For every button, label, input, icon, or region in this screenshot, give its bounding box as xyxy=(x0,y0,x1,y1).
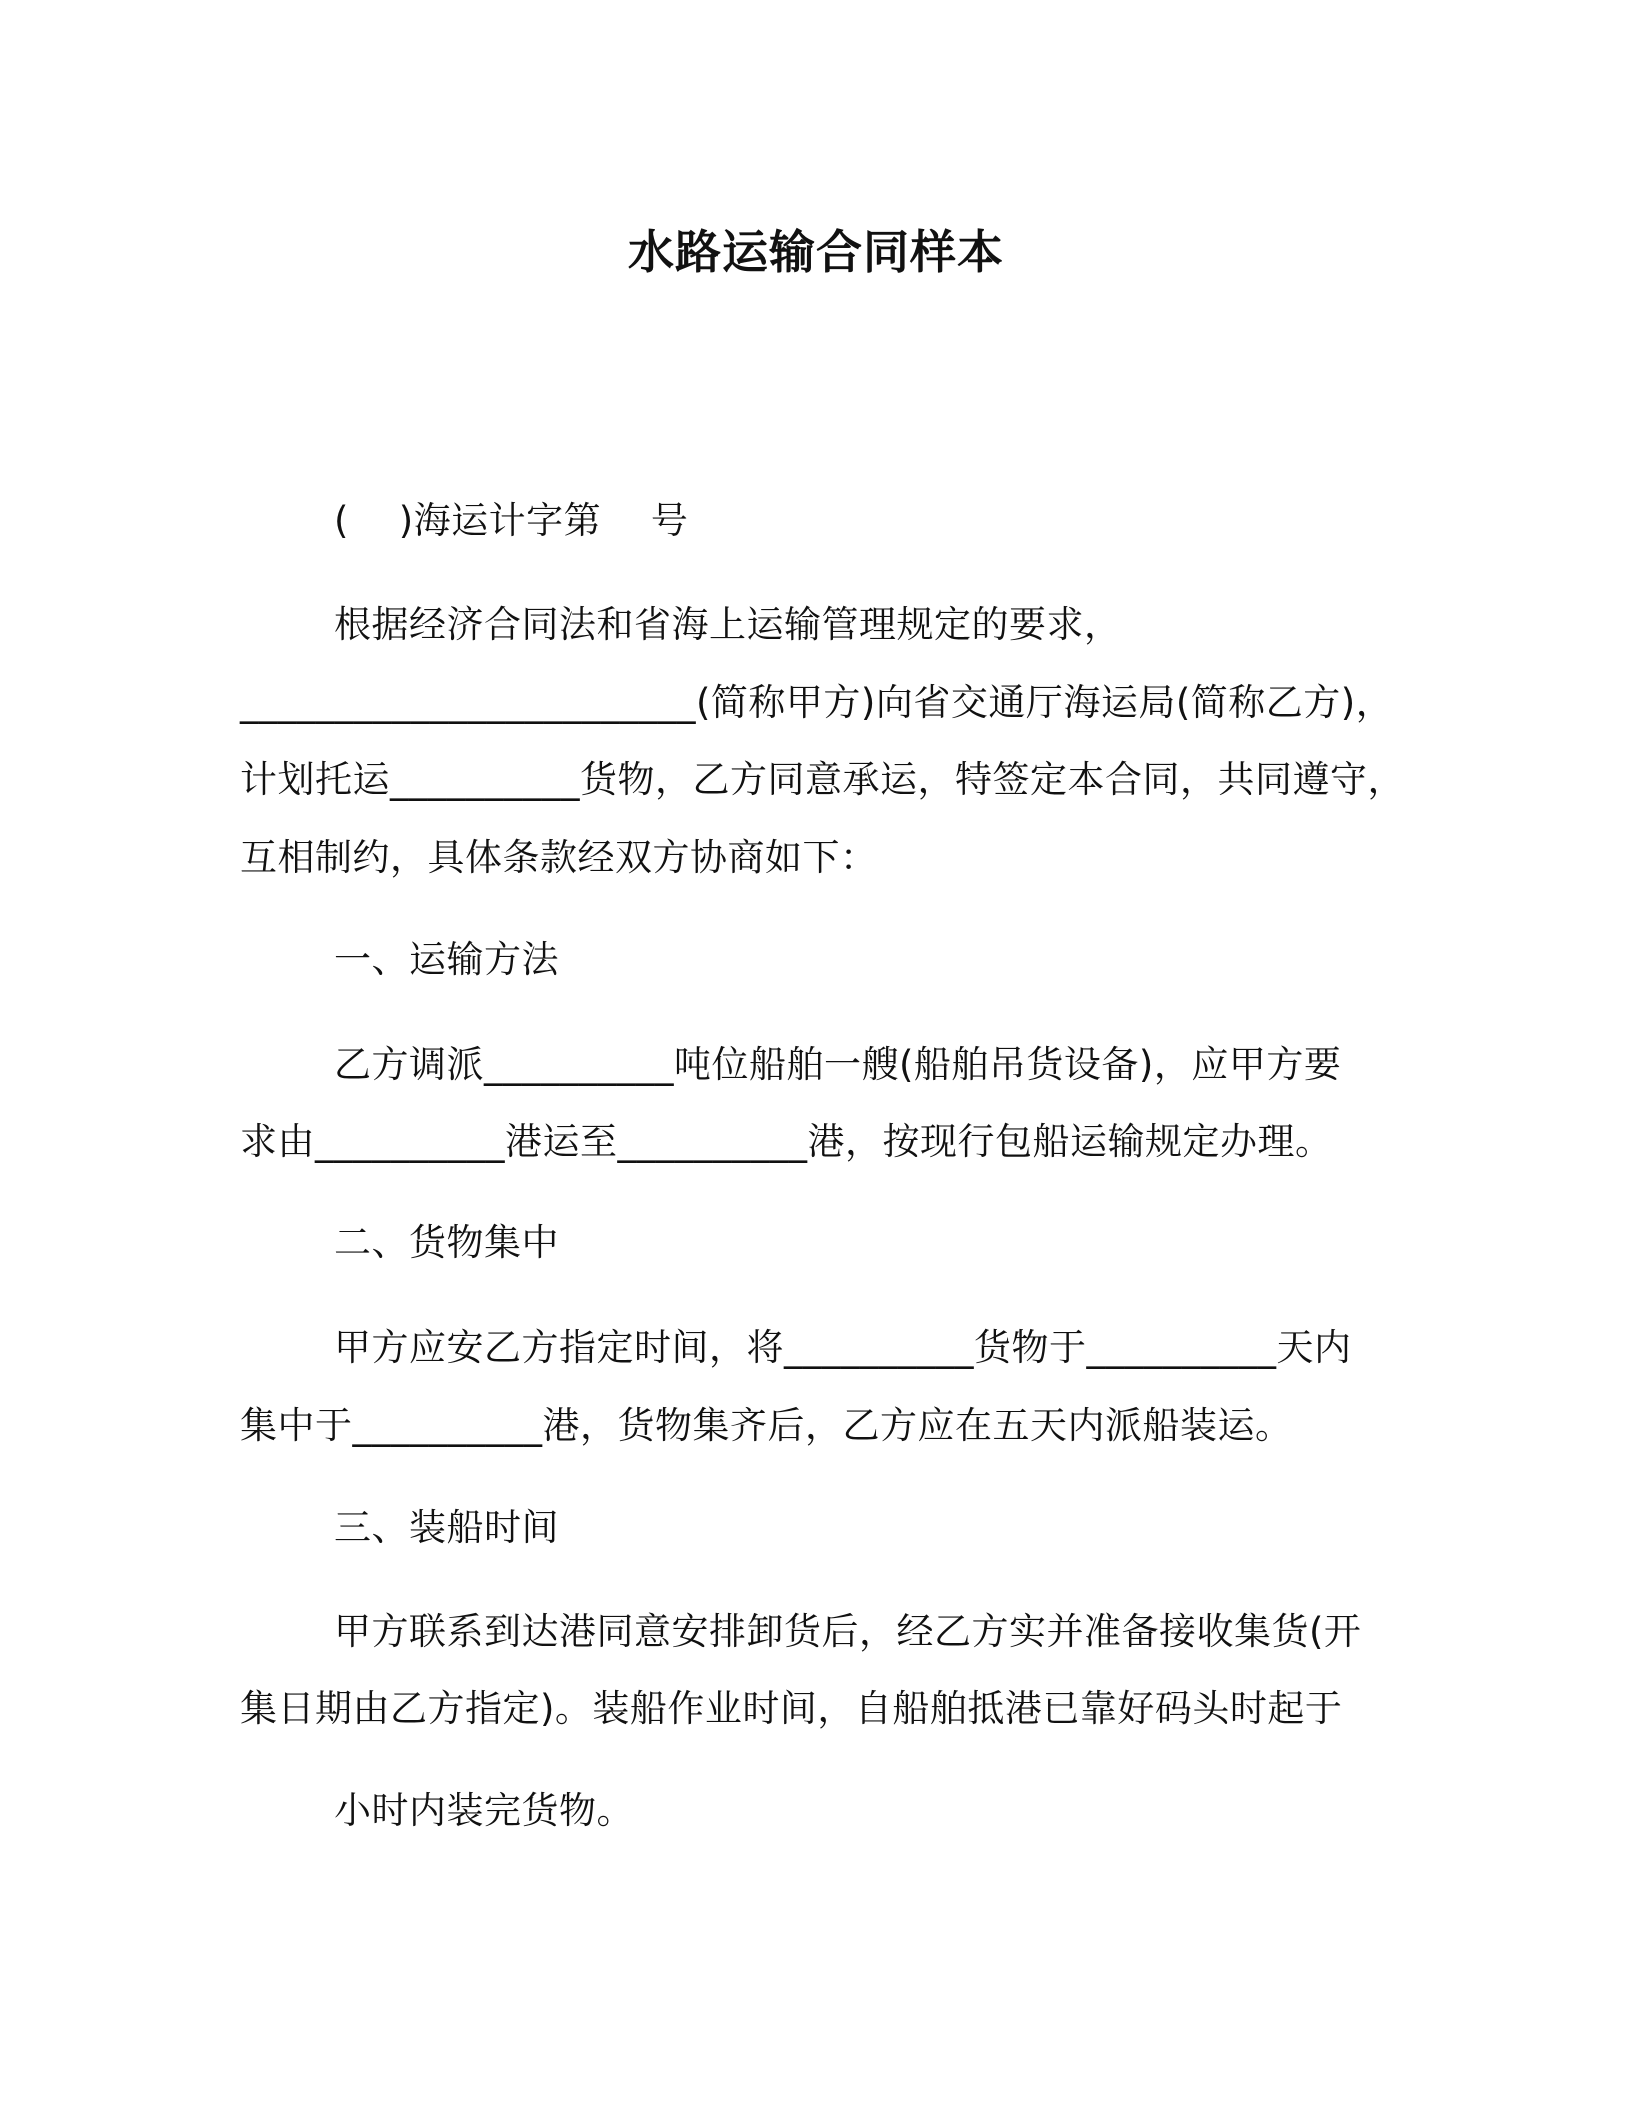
section-2-line-1: 甲方应安乙方指定时间，将__________货物于__________天内 xyxy=(334,1326,1352,1369)
section-1-heading: 一、运输方法 xyxy=(334,938,559,981)
section-2-line-2: 集中于__________港，货物集齐后，乙方应在五天内派船装运。 xyxy=(240,1404,1293,1447)
section-3-line-2: 集日期由乙方指定)。装船作业时间，自船舶抵港已靠好码头时起于 xyxy=(240,1687,1343,1730)
document-title: 水路运输合同样本 xyxy=(628,225,1004,279)
contract-number: ( )海运计字第 号 xyxy=(334,499,689,542)
section-3-line-3: 小时内装完货物。 xyxy=(334,1789,634,1832)
intro-line-3: 计划托运__________货物，乙方同意承运，特签定本合同，共同遵守， xyxy=(240,758,1405,801)
section-3-line-1: 甲方联系到达港同意安排卸货后，经乙方实并准备接收集货(开 xyxy=(334,1610,1362,1653)
intro-line-4: 互相制约，具体条款经双方协商如下： xyxy=(240,836,878,879)
section-3-heading: 三、装船时间 xyxy=(334,1506,559,1549)
section-1-line-2: 求由__________港运至__________港，按现行包船运输规定办理。 xyxy=(240,1120,1333,1163)
section-2-heading: 二、货物集中 xyxy=(334,1221,559,1264)
intro-line-2: ________________________(简称甲方)向省交通厅海运局(简称乙方)， xyxy=(240,681,1394,724)
intro-line-1: 根据经济合同法和省海上运输管理规定的要求， xyxy=(334,603,1122,646)
section-1-line-1: 乙方调派__________吨位船舶一艘(船舶吊货设备)，应甲方要 xyxy=(334,1043,1342,1086)
